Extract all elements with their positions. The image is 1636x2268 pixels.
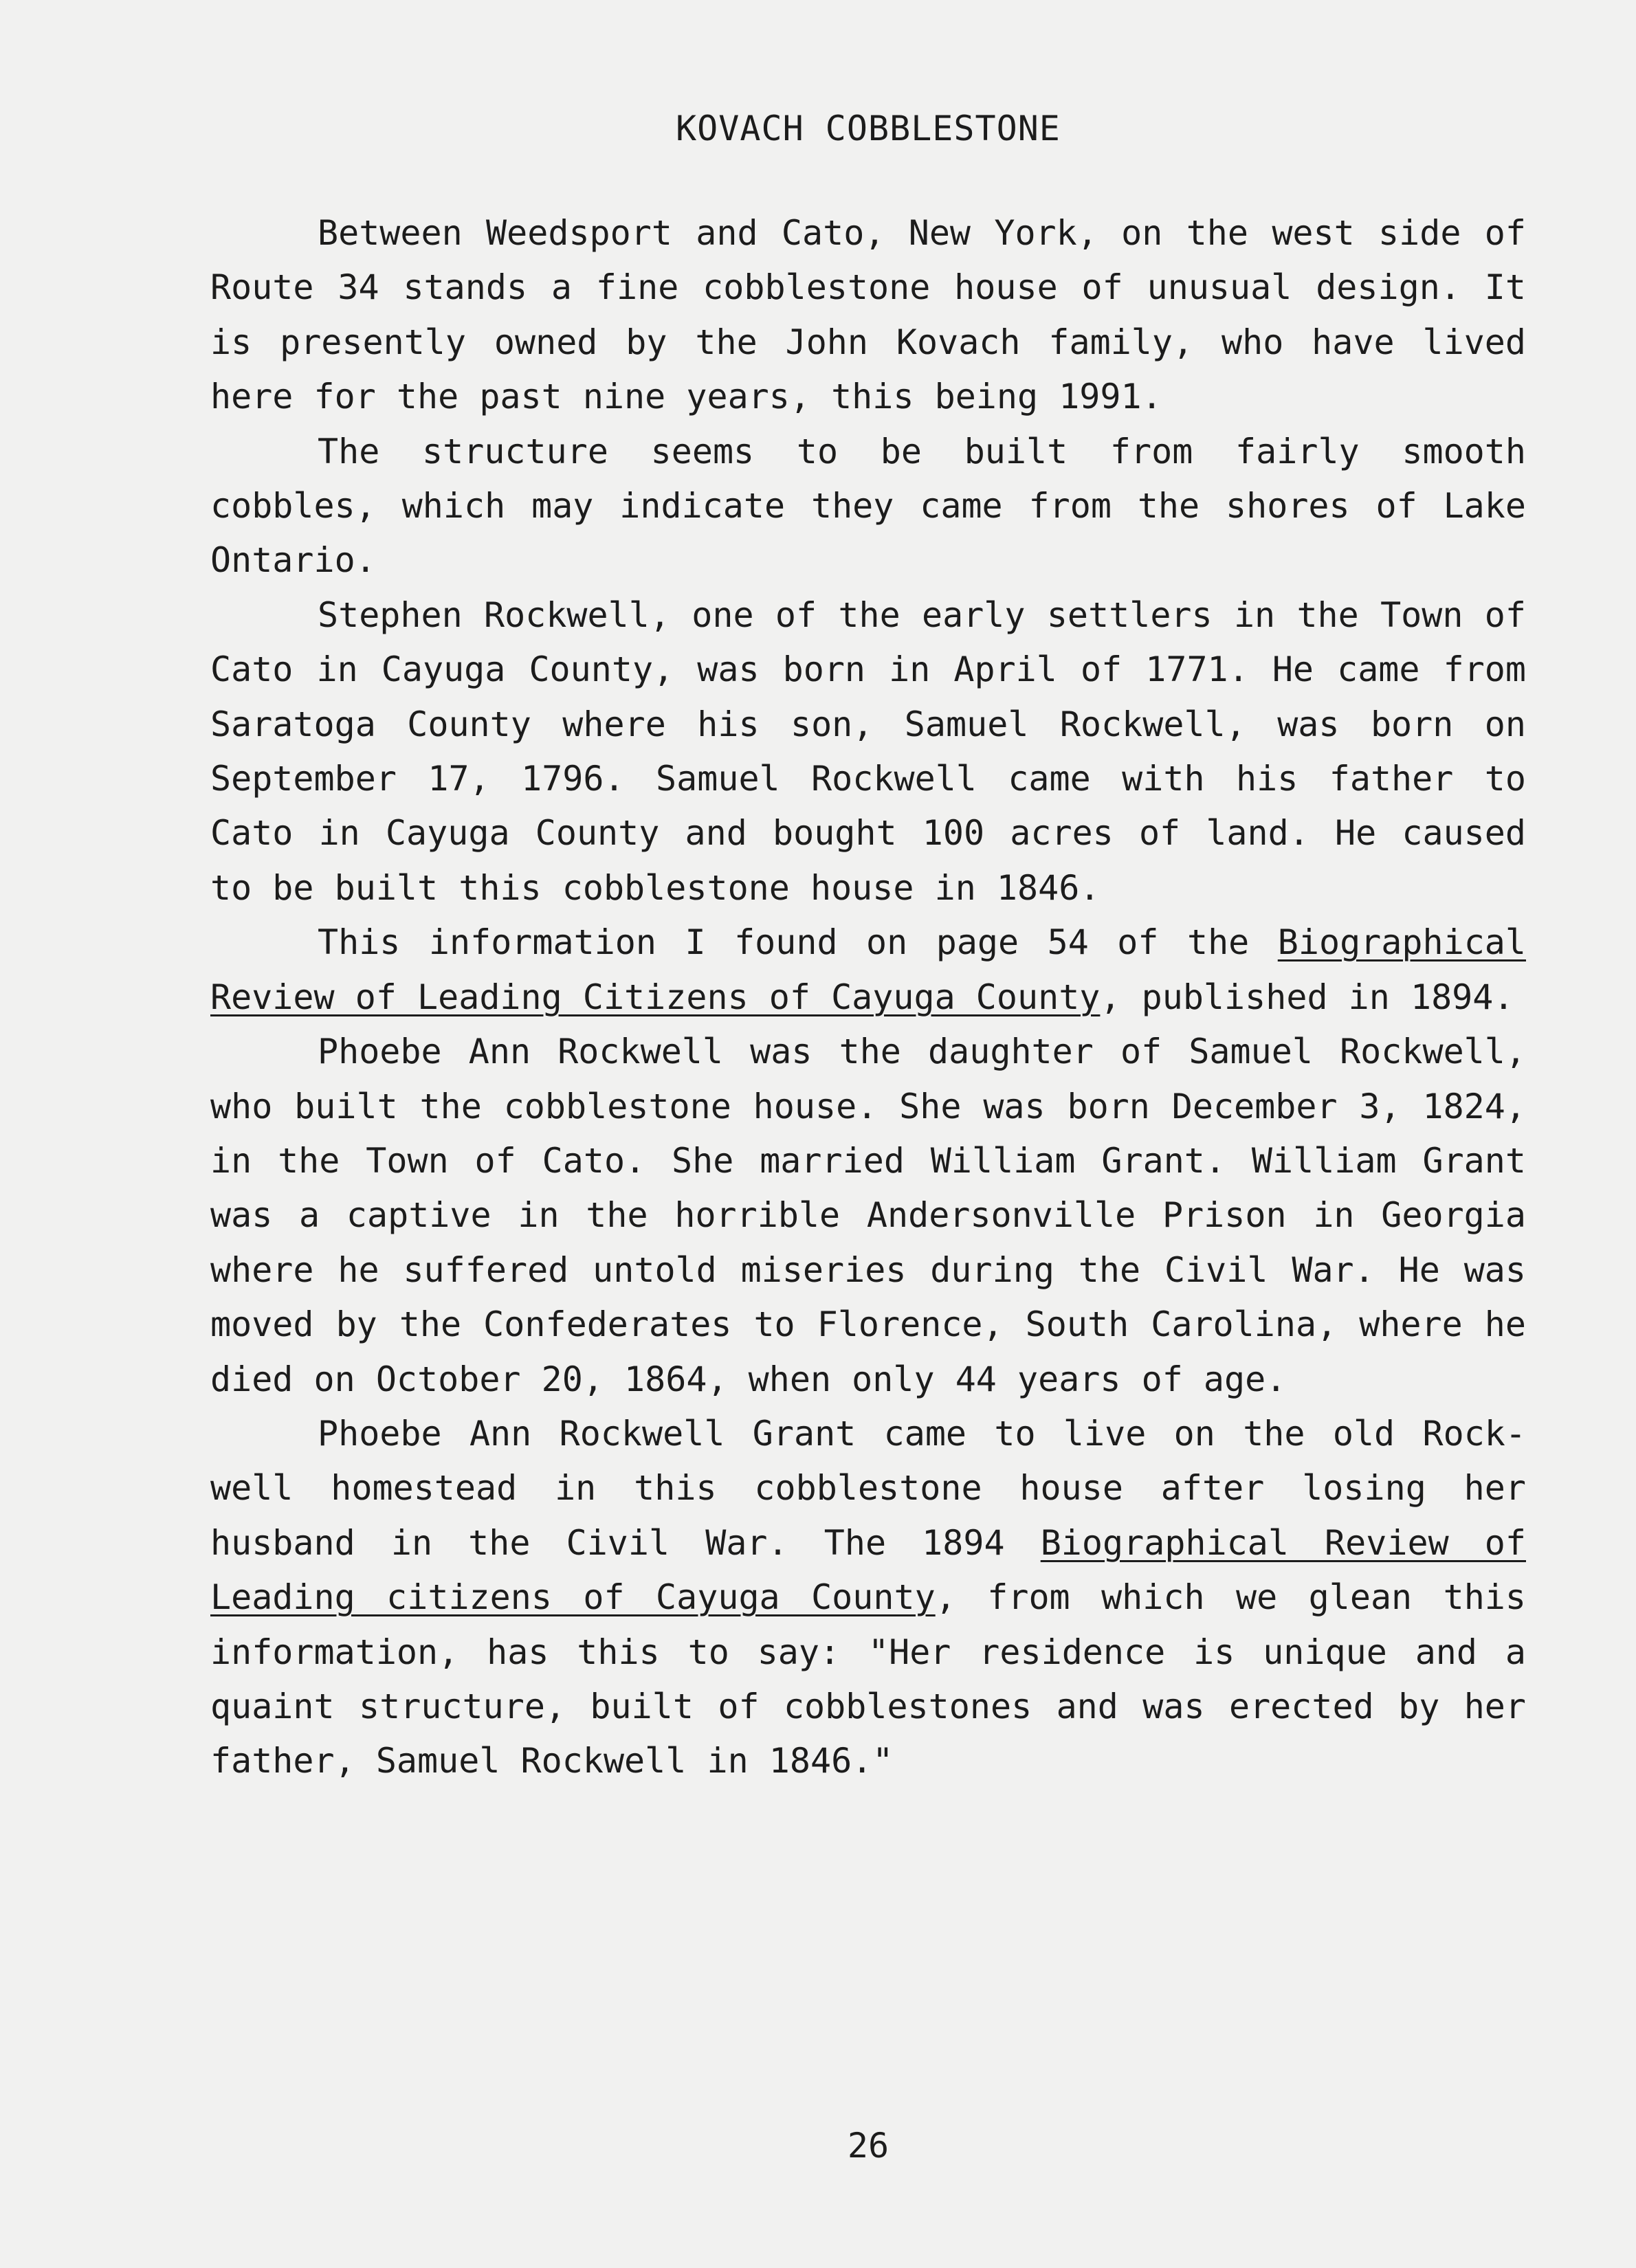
body-text xyxy=(210,206,1526,1789)
book-title-reference-2: Biographical Review of Leading citizens of Cayuga County xyxy=(210,1522,1526,1618)
book-title-reference: Biographical Review of Leading Citizens of Cayuga County xyxy=(210,922,1526,1017)
paragraph-6-lead: Phoebe Ann Rockwell Grant came to live on the old Rock-well homestead in this cobblestone house after losing her husband in the Civil War. The 1894 xyxy=(210,1413,1526,1563)
page-title: KOVACH COBBLESTONE xyxy=(676,109,1061,148)
paragraph-6-tail: , from which we glean this information, has this to say: "Her residence is unique and a quaint structure, built of cobblestones and was erected by her father, Samuel Rockwell in 1846." xyxy=(210,1577,1527,1781)
page-number: 26 xyxy=(847,2126,889,2166)
paragraph-4 xyxy=(210,915,1526,1025)
paragraph-2: The structure seems to be built from fairly smooth cobbles, which may indicate they came from the shores of Lake Ontario. xyxy=(210,431,1526,581)
paragraph-1: Between Weedsport and Cato, New York, on the west side of Route 34 stands a fine cobblestone house of unusual design. It is presently owned by the John Kovach family, who have lived here for the past nine years, this being 1991. xyxy=(210,213,1526,417)
paragraph-3: Stephen Rockwell, one of the early settlers in the Town of Cato in Cayuga County, was born in April of 1771. He came from Saratoga County where his son, Samuel Rockwell, was born on September 17, 1796. Samuel Rockwell came with his father to Cato in Cayuga County and bought 100 acres of land. He caused to be built this cobblestone house in 1846. xyxy=(210,594,1526,908)
paragraph-5: Phoebe Ann Rockwell was the daughter of Samuel Rockwell, who built the cobblestone house. She was born December 3, 1824, in the Town of Cato. She married William Grant. William Grant was a captive in the horrible Andersonville Prison in Georgia where he suffered untold miseries during the Civil War. He was moved by the Confederates to Florence, South Carolina, where he died on October 20, 1864, when only 44 years of age. xyxy=(210,1032,1526,1399)
paragraph-4-tail: , published in 1894. xyxy=(1100,977,1514,1017)
paragraph-4-lead: This information I found on page 54 of the xyxy=(318,922,1278,963)
paragraph-6 xyxy=(210,1407,1526,1789)
